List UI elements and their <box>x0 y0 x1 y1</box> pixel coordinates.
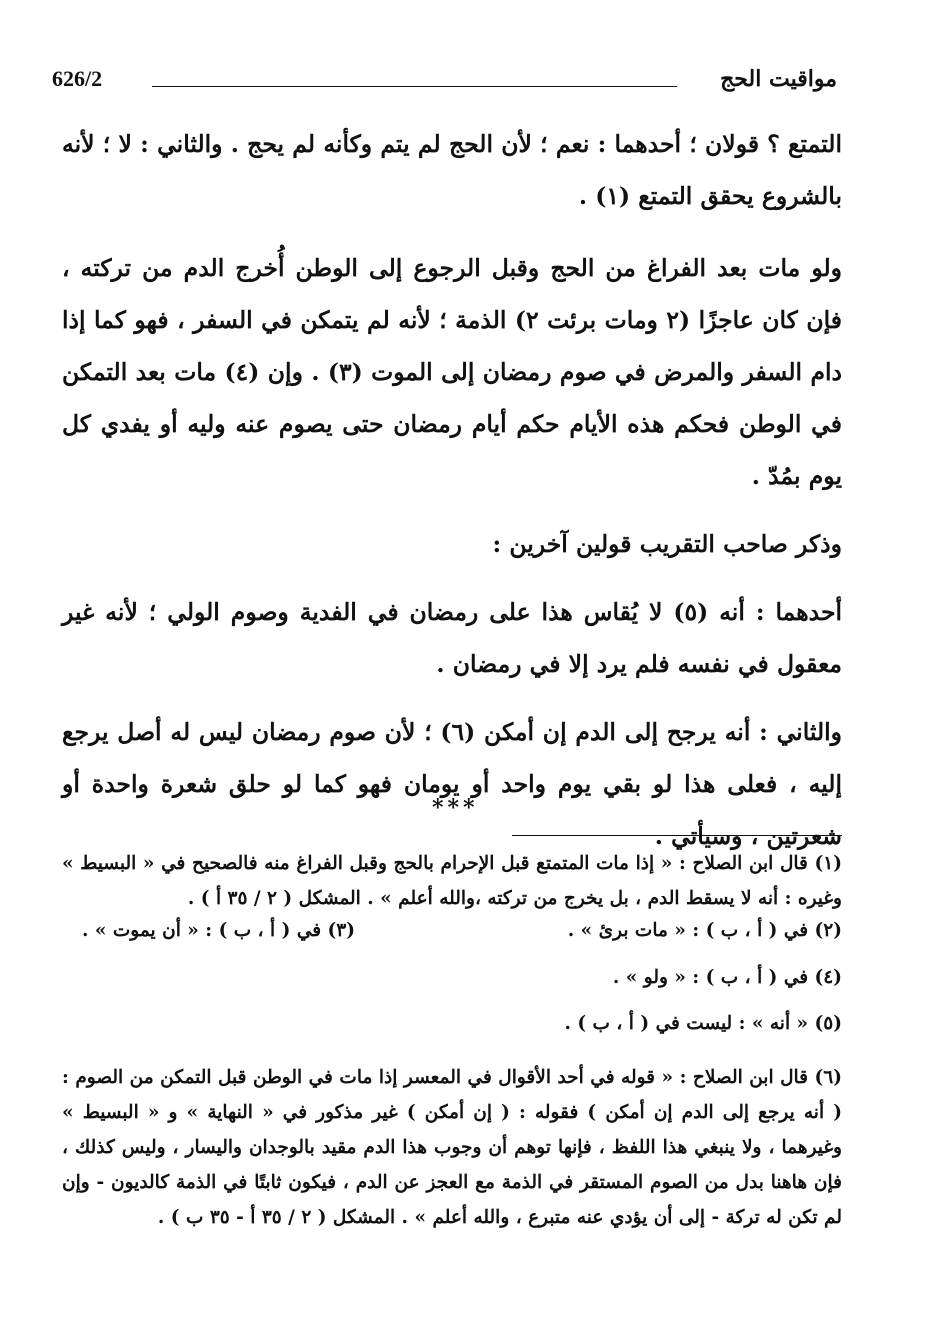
footnote-row-2-3 <box>62 920 842 960</box>
paragraph-5: والثاني : أنه يرجح إلى الدم إن أمكن (٦) ؛ لأن صوم رمضان ليس له أصل يرجع إليه ، فعلى هذا لو بقي يوم واحد أو يومان فهو كما لو حلق شعرة واحدة أو شعرتين ، وسيأتي . <box>62 718 842 850</box>
page-number: 626/2 <box>52 66 103 91</box>
paragraph-4: أحدهما : أنه (٥) لا يُقاس هذا على رمضان في الفدية وصوم الولي ؛ لأنه غير معقول في نفسه فلم يرد إلا في رمضان . <box>62 598 842 678</box>
footnote-6: (٦) قال ابن الصلاح : « قوله في أحد الأقوال في المعسر إذا مات في الوطن قبل التمكن من الصوم : ( أنه يرجع إلى الدم إن أمكن ) فقوله : ( إن أمكن ) غير مذكور في « النهاية » و « البسيط » وغيرهما ، ولا ينبغي هذا اللفظ ، فإنها توهم أن وجوب هذا الدم مقيد بالوجدان واليسار ، وليس كذلك ، فإن هاهنا بدل من الصوم المستقر في الذمة مع العجز عن الدم ، فيكون ثابتًا في الذمة كالديون - وإن لم تكن له تركة - إلى أن يؤدي عنه متبرع ، والله أعلم » . المشكل ( ٢ / ٣٥ أ - ٣٥ ب ) . <box>62 1067 842 1228</box>
footnote-5: (٥) « أنه » : ليست في ( أ ، ب ) . <box>564 1013 842 1034</box>
main-text <box>62 118 842 862</box>
footnote-rule <box>512 835 842 836</box>
section-separator <box>62 795 842 825</box>
footnote-4: (٤) في ( أ ، ب ) : « ولو » . <box>612 967 842 988</box>
separator-stars: *** <box>432 795 479 821</box>
paragraph-1: التمتع ؟ قولان ؛ أحدهما : نعم ؛ لأن الحج لم يتم وكأنه لم يحج . والثاني : لا ؛ لأنه بالشروع يحقق التمتع (١) . <box>62 130 842 210</box>
page-header <box>52 60 837 100</box>
paragraph-2: ولو مات بعد الفراغ من الحج وقبل الرجوع إلى الوطن أُخرج الدم من تركته ، فإن كان عاجزًا (٢ ومات برئت ٢) الذمة ؛ لأنه لم يتمكن في السفر ، فهو كما إذا دام السفر والمرض في صوم رمضان إلى الموت (٣) . وإن (٤) مات بعد التمكن في الوطن فحكم هذه الأيام حكم أيام رمضان حتى يصوم عنه وليه أو يفدي كل يوم بمُدّ . <box>62 254 842 490</box>
footnotes <box>62 846 842 1239</box>
paragraph-3: وذكر صاحب التقريب قولين آخرين : <box>492 530 842 558</box>
header-rule <box>152 86 677 87</box>
footnote-3: (٣) في ( أ ، ب ) : « أن يموت » . <box>82 920 355 941</box>
running-title: مواقيت الحج <box>720 66 837 92</box>
footnote-1: (١) قال ابن الصلاح : « إذا مات المتمتع قبل الإحرام بالحج وقبل الفراغ منه فالصحيح في « البسيط » وغيره : أنه لا يسقط الدم ، بل يخرج من تركته ،والله أعلم » . المشكل ( ٢ / ٣٥ أ ) . <box>62 853 842 909</box>
footnote-2: (٢) في ( أ ، ب ) : « مات برئ » . <box>567 920 842 941</box>
